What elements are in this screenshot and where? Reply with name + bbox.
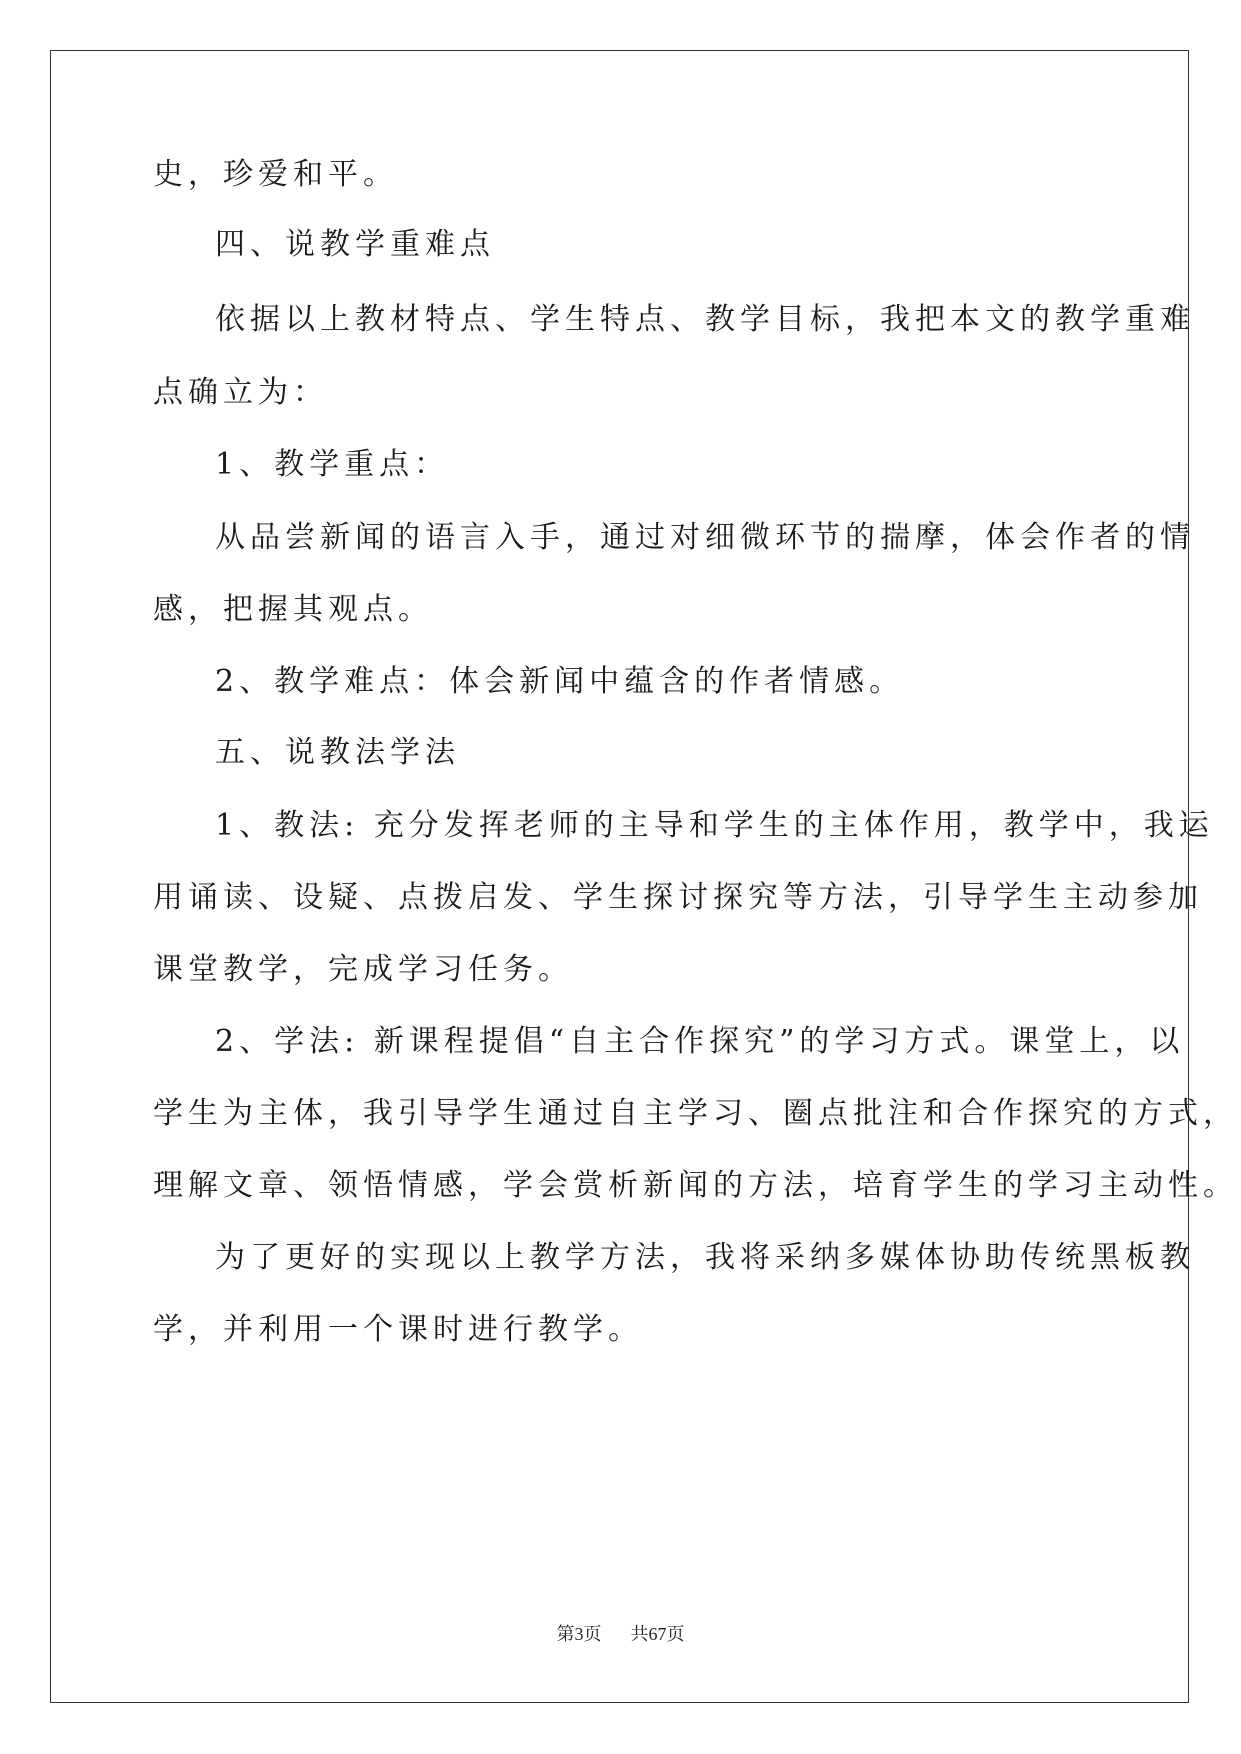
text-line: 1、教法: 充分发挥老师的主导和学生的主体作用，教学中，我运 <box>215 808 1214 843</box>
text-line: 2、教学难点：体会新闻中蕴含的作者情感。 <box>215 664 905 699</box>
text-line: 用诵读、设疑、点拨启发、学生探讨探究等方法，引导学生主动参加 <box>153 880 1203 915</box>
text-line: 依据以上教材特点、学生特点、教学目标，我把本文的教学重难 <box>215 302 1195 337</box>
text-line: 2、学法: 新课程提倡“自主合作探究”的学习方式。课堂上，以 <box>215 1024 1185 1059</box>
text-line: 学，并利用一个课时进行教学。 <box>153 1312 643 1347</box>
text-line: 学生为主体，我引导学生通过自主学习、圈点批注和合作探究的方式， <box>153 1096 1238 1131</box>
section-heading: 四、说教学重难点 <box>215 227 495 262</box>
section-heading: 五、说教法学法 <box>215 735 460 770</box>
text-line: 理解文章、领悟情感，学会赏析新闻的方法，培育学生的学习主动性。 <box>153 1168 1238 1203</box>
text-line: 从品尝新闻的语言入手，通过对细微环节的揣摩，体会作者的情 <box>215 520 1195 555</box>
page-border <box>50 50 1189 1703</box>
text-line: 课堂教学，完成学习任务。 <box>153 952 573 987</box>
text-line: 史，珍爱和平。 <box>153 157 398 192</box>
page-total: 共67页 <box>630 1624 685 1644</box>
text-line: 点确立为： <box>153 375 328 410</box>
text-line: 1、教学重点： <box>215 447 450 482</box>
text-line: 为了更好的实现以上教学方法，我将采纳多媒体协助传统黑板教 <box>215 1240 1195 1275</box>
text-line: 感，把握其观点。 <box>153 592 433 627</box>
page-number: 第3页 <box>556 1624 602 1644</box>
page-footer <box>0 1620 1241 1646</box>
